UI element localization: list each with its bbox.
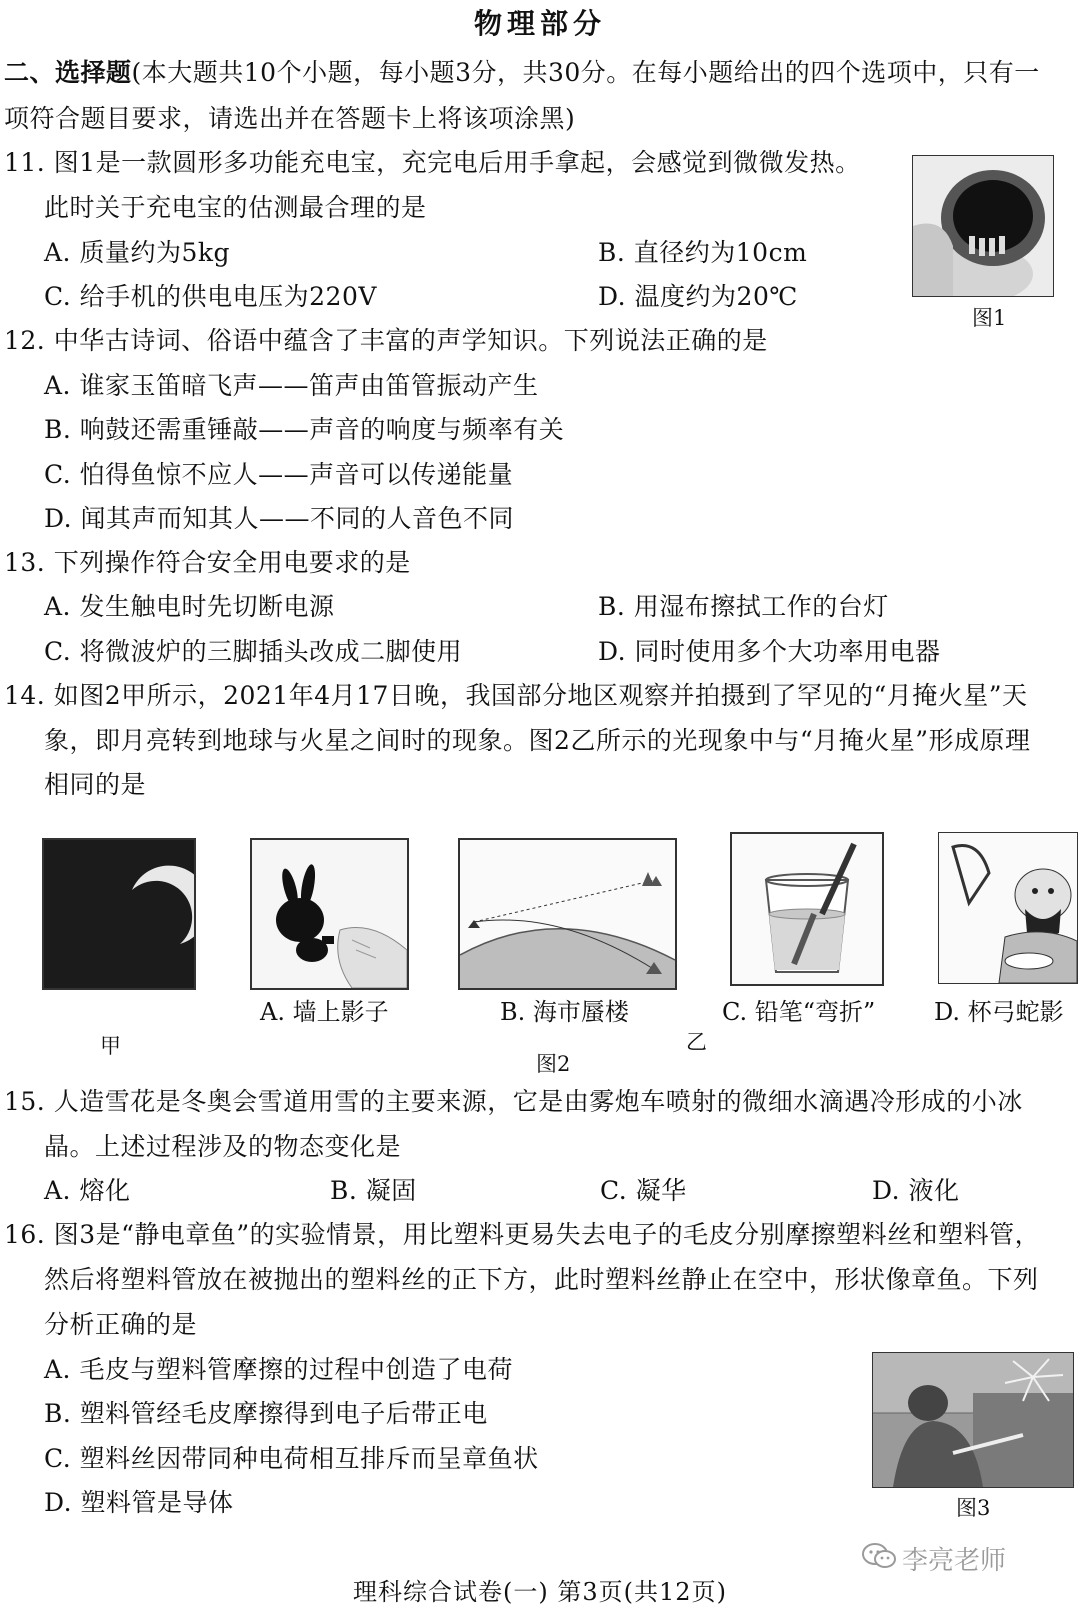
q12-option-d: D. 闻其声而知其人——不同的人音色不同: [44, 504, 515, 533]
q16-option-c: C. 塑料丝因带同种电荷相互排斥而呈章鱼状: [44, 1444, 539, 1473]
q16-stem-line2: 然后将塑料管放在被抛出的塑料丝的正下方，此时塑料丝静止在空中，形状像章鱼。下列: [44, 1265, 1039, 1294]
q14-stem-line3: 相同的是: [44, 770, 147, 799]
figure-2-option-a-caption: A. 墙上影子: [260, 998, 389, 1026]
figure-2-jia-label: 甲: [100, 1034, 121, 1058]
figure-2-jia-moon-photo: [42, 838, 196, 990]
figure-1-caption: 图1: [972, 306, 1007, 330]
q16-option-b: B. 塑料管经毛皮摩擦得到电子后带正电: [44, 1399, 488, 1428]
q13-option-b: B. 用湿布擦拭工作的台灯: [598, 592, 889, 621]
q15-option-c: C. 凝华: [600, 1176, 687, 1205]
q13-option-d: D. 同时使用多个大功率用电器: [598, 637, 941, 666]
section-intro-line2: 项符合题目要求，请选出并在答题卡上将该项涂黑): [4, 104, 576, 133]
figure-2-option-d-bow-in-cup: [938, 832, 1078, 984]
q11-stem-line2: 此时关于充电宝的估测最合理的是: [44, 193, 427, 222]
q15-stem-line1: 15. 人造雪花是冬奥会雪道用雪的主要来源，它是由雾炮车喷射的微细水滴遇冷形成的小冰: [4, 1087, 1023, 1116]
figure-3-caption: 图3: [956, 1496, 991, 1520]
q16-option-a: A. 毛皮与塑料管摩擦的过程中创造了电荷: [44, 1355, 513, 1384]
q15-stem-line2: 晶。上述过程涉及的物态变化是: [44, 1132, 402, 1161]
q14-stem-line1: 14. 如图2甲所示，2021年4月17日晚，我国部分地区观察并拍摄到了罕见的“月掩火星”天: [4, 681, 1028, 710]
q12-stem: 12. 中华古诗词、俗语中蕴含了丰富的声学知识。下列说法正确的是: [4, 326, 768, 355]
page-title: 物理部分: [473, 7, 606, 40]
wechat-logo-icon: [862, 1542, 896, 1570]
q11-option-c: C. 给手机的供电电压为220V: [44, 282, 377, 311]
q13-option-c: C. 将微波炉的三脚插头改成二脚使用: [44, 637, 463, 666]
figure-2-option-b-mirage: [458, 838, 677, 990]
section-heading: 二、选择题: [4, 58, 132, 87]
q12-option-a: A. 谁家玉笛暗飞声——笛声由笛管振动产生: [44, 371, 539, 400]
q12-option-c: C. 怕得鱼惊不应人——声音可以传递能量: [44, 460, 514, 489]
figure-1-power-bank-photo: [912, 155, 1054, 297]
figure-2-option-c-pencil-in-glass: [730, 832, 884, 986]
q11-option-a: A. 质量约为5kg: [44, 238, 231, 267]
q13-stem: 13. 下列操作符合安全用电要求的是: [4, 548, 411, 577]
figure-2-caption: 图2: [536, 1052, 571, 1076]
q11-stem-line1: 11. 图1是一款圆形多功能充电宝，充完电后用手拿起，会感觉到微微发热。: [4, 148, 861, 177]
figure-3-static-octopus-photo: [872, 1352, 1074, 1488]
q16-stem-line1: 16. 图3是“静电章鱼”的实验情景，用比塑料更易失去电子的毛皮分别摩擦塑料丝和塑料管，: [4, 1220, 1041, 1249]
q15-option-d: D. 液化: [872, 1176, 960, 1205]
q13-option-a: A. 发生触电时先切断电源: [44, 592, 335, 621]
q16-stem-line3: 分析正确的是: [44, 1310, 198, 1339]
watermark-text: 李亮老师: [902, 1546, 1007, 1576]
page-footer: 理科综合试卷(一) 第3页(共12页): [353, 1578, 727, 1606]
q16-option-d: D. 塑料管是导体: [44, 1488, 234, 1517]
figure-2-option-d-caption: D. 杯弓蛇影: [934, 998, 1064, 1026]
section-intro-line1: [4, 58, 1040, 88]
figure-2-option-a-shadow: [250, 838, 409, 990]
q15-option-a: A. 熔化: [44, 1176, 131, 1205]
figure-2-option-b-caption: B. 海市蜃楼: [500, 998, 629, 1026]
figure-2-yi-label: 乙: [686, 1030, 707, 1054]
q12-option-b: B. 响鼓还需重锤敲——声音的响度与频率有关: [44, 415, 565, 444]
q11-option-b: B. 直径约为10cm: [598, 238, 808, 267]
q15-option-b: B. 凝固: [330, 1176, 417, 1205]
q11-option-d: D. 温度约为20℃: [598, 282, 798, 311]
section-intro-text: (本大题共10个小题，每小题3分，共30分。在每小题给出的四个选项中，只有一: [131, 58, 1040, 87]
figure-2-option-c-caption: C. 铅笔“弯折”: [722, 998, 876, 1026]
q14-stem-line2: 象，即月亮转到地球与火星之间时的现象。图2乙所示的光现象中与“月掩火星”形成原理: [44, 726, 1031, 755]
